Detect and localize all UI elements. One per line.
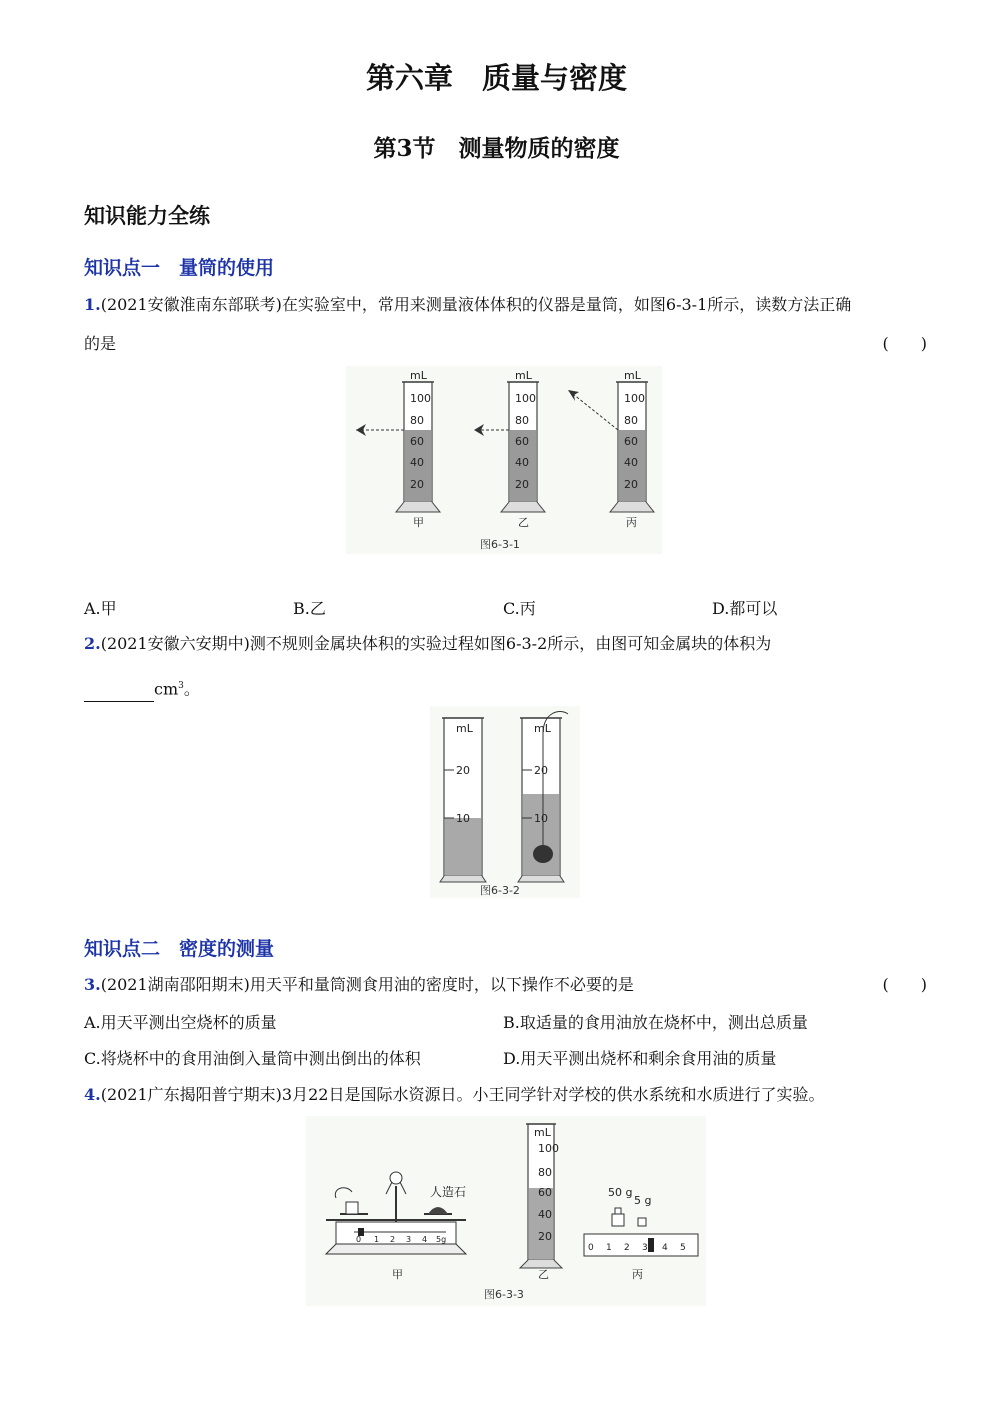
svg-text:3: 3 xyxy=(642,1243,648,1253)
svg-text:20: 20 xyxy=(624,478,638,491)
question-number: 3. xyxy=(84,975,101,994)
svg-text:4: 4 xyxy=(662,1243,668,1253)
svg-text:80: 80 xyxy=(624,414,638,427)
label-bing: 丙 xyxy=(626,516,637,529)
figure-caption: 图6-3-2 xyxy=(480,884,520,897)
cylinder-unit: mL xyxy=(410,369,427,382)
svg-text:80: 80 xyxy=(538,1166,552,1179)
weight-50g: 50 g xyxy=(608,1186,633,1199)
svg-text:1: 1 xyxy=(606,1243,612,1253)
section-heading: 知识能力全练 xyxy=(84,203,210,228)
question-text: (2021广东揭阳普宁期末)3月22日是国际水资源日。小王同学针对学校的供水系统和水质进行了实验。 xyxy=(100,1085,825,1104)
question-text: (2021安徽六安期中)测不规则金属块体积的实验过程如图6-3-2所示，由图可知金属块的体积为 xyxy=(100,634,772,653)
figure-6-3-3 xyxy=(306,1116,706,1306)
question-4 xyxy=(84,1082,929,1108)
svg-text:乙: 乙 xyxy=(538,1268,549,1281)
figure-6-3-2 xyxy=(430,706,580,898)
stone-label: 人造石 xyxy=(430,1185,467,1199)
svg-text:5: 5 xyxy=(680,1243,686,1253)
question-number: 4. xyxy=(84,1085,101,1104)
svg-text:mL: mL xyxy=(515,369,532,382)
svg-text:20: 20 xyxy=(534,764,548,777)
option-d[interactable]: D.都可以 xyxy=(712,599,778,618)
svg-text:3: 3 xyxy=(406,1235,412,1244)
option-b[interactable]: B.取适量的食用油放在烧杯中，测出总质量 xyxy=(503,1013,808,1032)
weight-5g: 5 g xyxy=(634,1194,652,1207)
svg-text:10: 10 xyxy=(534,812,548,825)
svg-text:80: 80 xyxy=(515,414,529,427)
svg-text:100: 100 xyxy=(538,1142,559,1155)
answer-blank[interactable] xyxy=(84,685,154,702)
tick-40: 40 xyxy=(410,456,424,469)
knowledge-point-2: 知识点二 密度的测量 xyxy=(84,938,275,960)
tick-20: 20 xyxy=(410,478,424,491)
svg-text:100: 100 xyxy=(515,392,536,405)
question-3 xyxy=(84,972,929,998)
question-number: 2. xyxy=(84,634,101,653)
answer-paren: ( ) xyxy=(882,975,927,994)
svg-text:40: 40 xyxy=(515,456,529,469)
section-title: 第3节 测量物质的密度 xyxy=(373,135,620,162)
svg-text:mL: mL xyxy=(534,722,551,735)
svg-text:40: 40 xyxy=(538,1208,552,1221)
svg-text:60: 60 xyxy=(624,435,638,448)
svg-text:10: 10 xyxy=(456,812,470,825)
svg-text:5g: 5g xyxy=(436,1235,447,1244)
option-c[interactable]: C.丙 xyxy=(503,599,536,618)
question-1-line2 xyxy=(84,331,929,357)
question-text: 的是 xyxy=(84,334,117,353)
svg-text:20: 20 xyxy=(515,478,529,491)
knowledge-point-1: 知识点一 量筒的使用 xyxy=(84,257,275,279)
option-b[interactable]: B.乙 xyxy=(293,599,326,618)
question-1 xyxy=(84,292,929,318)
svg-text:mL: mL xyxy=(534,1126,551,1139)
svg-text:2: 2 xyxy=(390,1235,396,1244)
svg-text:甲: 甲 xyxy=(392,1268,403,1281)
answer-paren: ( ) xyxy=(882,334,927,353)
svg-text:60: 60 xyxy=(538,1186,552,1199)
label-jia: 甲 xyxy=(413,516,424,529)
svg-text:0: 0 xyxy=(588,1243,594,1253)
svg-text:mL: mL xyxy=(624,369,641,382)
question-text: (2021湖南邵阳期末)用天平和量筒测食用油的密度时，以下操作不必要的是 xyxy=(100,975,634,994)
svg-text:20: 20 xyxy=(456,764,470,777)
option-c[interactable]: C.将烧杯中的食用油倒入量筒中测出倒出的体积 xyxy=(84,1049,421,1068)
svg-text:100: 100 xyxy=(624,392,645,405)
metal-block xyxy=(533,845,553,863)
tick-80: 80 xyxy=(410,414,424,427)
svg-text:4: 4 xyxy=(422,1235,428,1244)
cylinder-water-only xyxy=(442,718,484,876)
label-yi: 乙 xyxy=(518,516,529,529)
svg-text:mL: mL xyxy=(456,722,473,735)
chapter-title: 第六章 质量与密度 xyxy=(365,61,627,95)
question-2-line2: $cm^3$。 xyxy=(84,673,929,702)
question-2 xyxy=(84,631,929,657)
svg-text:40: 40 xyxy=(624,456,638,469)
figure-caption: 图6-3-1 xyxy=(480,538,520,551)
option-a[interactable]: A.甲 xyxy=(84,599,117,618)
svg-text:丙: 丙 xyxy=(632,1268,643,1281)
svg-text:20: 20 xyxy=(538,1230,552,1243)
question-number: 1. xyxy=(84,295,101,314)
option-d[interactable]: D.用天平测出烧杯和剩余食用油的质量 xyxy=(503,1049,777,1068)
question-text: (2021安徽淮南东部联考)在实验室中，常用来测量液体体积的仪器是量筒，如图6-3-1所示，读数方法正确 xyxy=(100,295,852,314)
option-a[interactable]: A.用天平测出空烧杯的质量 xyxy=(84,1013,277,1032)
svg-text:0: 0 xyxy=(356,1235,362,1244)
figure-6-3-1 xyxy=(346,366,662,554)
figure-caption: 图6-3-3 xyxy=(484,1288,524,1301)
tick-60: 60 xyxy=(410,435,424,448)
tick-100: 100 xyxy=(410,392,431,405)
svg-text:1: 1 xyxy=(374,1235,380,1244)
svg-text:60: 60 xyxy=(515,435,529,448)
svg-text:2: 2 xyxy=(624,1243,630,1253)
